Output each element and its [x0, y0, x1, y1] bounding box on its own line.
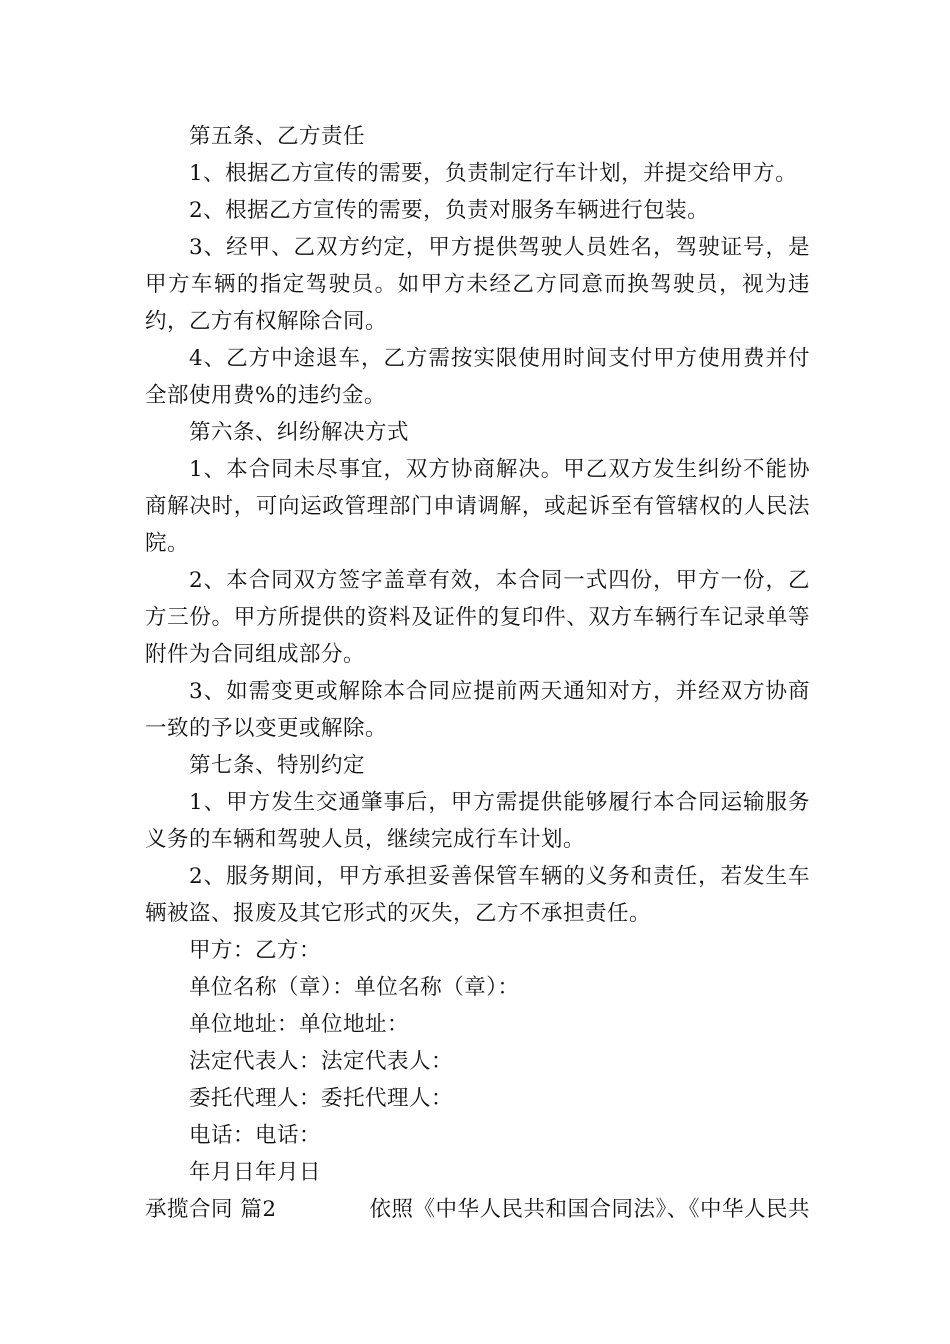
- clause-7-2: 2、服务期间，甲方承担妥善保管车辆的义务和责任，若发生车辆被盗、报废及其它形式的灭失，乙方不承担责任。: [145, 864, 810, 926]
- signature-unit-name: 单位名称（章）：单位名称（章）：: [189, 975, 520, 1000]
- signature-parties: 甲方：乙方：: [189, 938, 322, 963]
- contract-body: [145, 118, 810, 1228]
- signature-unit-address: 单位地址：单位地址：: [189, 1012, 410, 1037]
- signature-date: 年月日年月日: [189, 1160, 322, 1185]
- clause-5-3: 3、经甲、乙双方约定，甲方提供驾驶人员姓名，驾驶证号，是甲方车辆的指定驾驶员。如甲方未经乙方同意而换驾驶员，视为违约，乙方有权解除合同。: [145, 235, 810, 334]
- next-contract-intro: 依照《中华人民共和国合同法》、《中华人民共: [369, 1197, 810, 1222]
- section-heading-6: 第六条、纠纷解决方式: [189, 420, 410, 445]
- clause-6-2: 2、本合同双方签字盖章有效，本合同一式四份，甲方一份，乙方三份。甲方所提供的资料及证件的复印件、双方车辆行车记录单等附件为合同组成部分。: [145, 568, 810, 667]
- clause-5-1: 1、根据乙方宣传的需要，负责制定行车计划，并提交给甲方。: [189, 161, 798, 186]
- clause-7-1: 1、甲方发生交通肇事后，甲方需提供能够履行本合同运输服务义务的车辆和驾驶人员，继续完成行车计划。: [145, 790, 810, 852]
- signature-legal-rep: 法定代表人：法定代表人：: [189, 1049, 454, 1074]
- clause-6-1: 1、本合同未尽事宜，双方协商解决。甲乙双方发生纠纷不能协商解决时，可向运政管理部门申请调解，或起诉至有管辖权的人民法院。: [145, 457, 810, 556]
- clause-5-4: 4、乙方中途退车，乙方需按实限使用时间支付甲方使用费并付全部使用费%的违约金。: [145, 346, 810, 408]
- clause-6-3: 3、如需变更或解除本合同应提前两天通知对方，并经双方协商一致的予以变更或解除。: [145, 679, 810, 741]
- section-heading-5: 第五条、乙方责任: [189, 124, 366, 149]
- signature-agent: 委托代理人：委托代理人：: [189, 1086, 454, 1111]
- next-contract-line: [145, 1191, 810, 1228]
- section-heading-7: 第七条、特别约定: [189, 753, 366, 778]
- next-contract-heading: 承揽合同 篇2: [145, 1197, 277, 1222]
- clause-5-2: 2、根据乙方宣传的需要，负责对服务车辆进行包装。: [189, 198, 710, 223]
- signature-phone: 电话：电话：: [189, 1123, 322, 1148]
